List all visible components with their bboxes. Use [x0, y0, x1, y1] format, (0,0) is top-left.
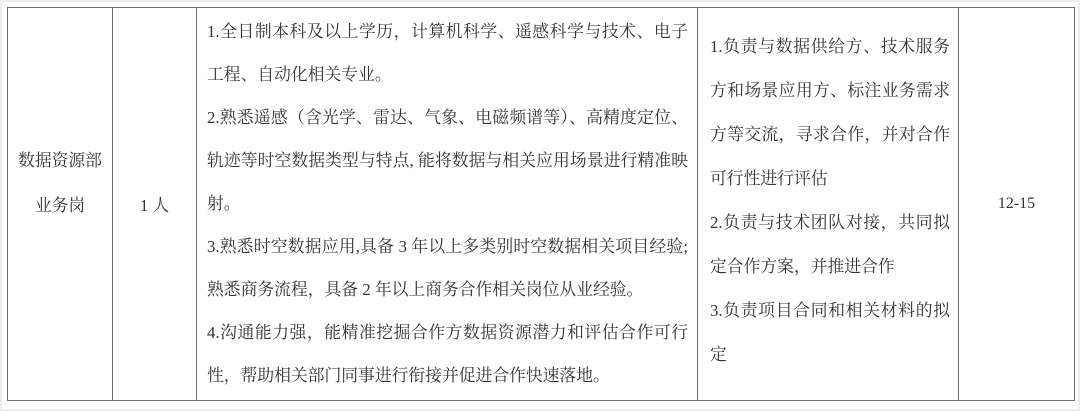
department-name: 数据资源部: [18, 151, 102, 171]
role-name: 业务岗: [34, 196, 86, 215]
headcount-value: 1 人: [139, 196, 170, 215]
job-posting-table-row: [7, 7, 1075, 401]
requirement-item-3: 3.熟悉时空数据应用,具备 3 年以上多类别时空数据相关项目经验;熟悉商务流程，具备 2 年以上商务合作相关岗位从业经验。: [207, 237, 688, 299]
responsibility-item-3: 3.负责项目合同和相关材料的拟定: [710, 301, 950, 364]
position-cell: [8, 8, 112, 400]
position-text-block: [18, 153, 102, 215]
salary-range: 12-15: [997, 195, 1036, 212]
requirement-item-4: 4.沟通能力强，能精准挖掘合作方数据资源潜力和评估合作可行性，帮助相关部门同事进行衔接并促进合作快速落地。: [207, 323, 688, 385]
salary-cell: [958, 8, 1074, 400]
headcount-cell: [112, 8, 196, 400]
responsibility-item-1: 1.负责与数据供给方、技术服务方和场景应用方、标注业务需求方等交流，寻求合作，并对合作可行性进行评估: [710, 37, 950, 188]
responsibility-item-2: 2.负责与技术团队对接，共同拟定合作方案，并推进合作: [710, 213, 950, 276]
requirement-item-1: 1.全日制本科及以上学历，计算机科学、遥感科学与技术、电子工程、自动化相关专业。: [207, 22, 688, 84]
requirement-item-2: 2.熟悉遥感（含光学、雷达、气象、电磁频谱等）、高精度定位、轨迹等时空数据类型与特点, 能将数据与相关应用场景进行精准映射。: [207, 108, 688, 213]
requirements-cell: [196, 8, 697, 400]
responsibilities-cell: [697, 8, 958, 400]
